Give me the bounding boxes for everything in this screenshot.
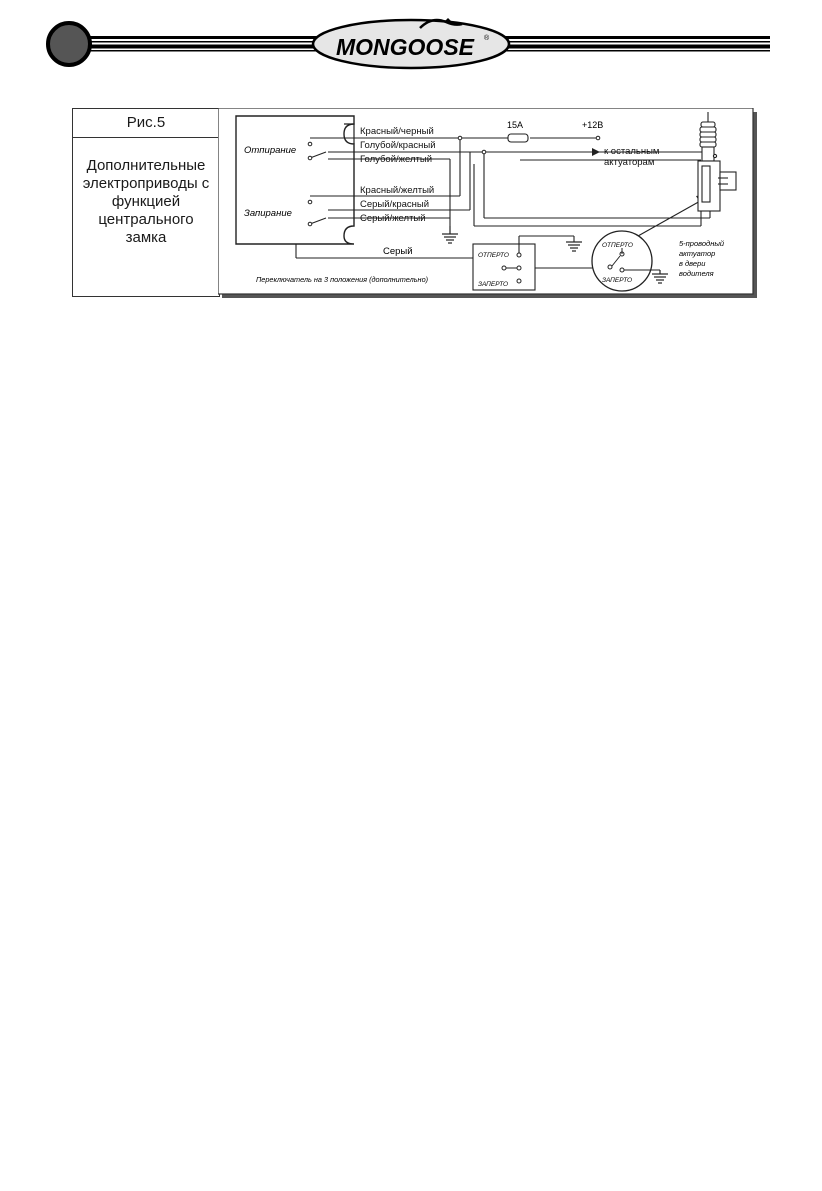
- actuator-label-locked: ЗАПЕРТО: [602, 277, 633, 284]
- to-others-line-2: актуаторам: [604, 157, 655, 168]
- label-unlock: Отпирание: [244, 145, 297, 156]
- figure-number: Рис.5: [73, 109, 219, 138]
- wire-label-red-yellow: Красный/желтый: [360, 185, 435, 196]
- power-label: +12В: [582, 120, 604, 130]
- wire-label-gray-yellow: Серый/желтый: [360, 213, 426, 224]
- actuator-note-3: в двери: [679, 259, 706, 268]
- three-position-switch: [473, 244, 535, 290]
- header-stripes-right: [500, 36, 770, 52]
- header-stripes-left: [90, 36, 322, 52]
- actuator-label-unlocked: ОТПЕРТО: [602, 242, 633, 249]
- wire-label-blue-yellow: Голубой/желтый: [360, 154, 433, 165]
- wire-label-gray: Серый: [383, 246, 413, 257]
- logo-text: MONGOOSE: [335, 34, 475, 60]
- fuse-label: 15А: [507, 120, 524, 130]
- to-others-line-1: к остальным: [604, 146, 660, 157]
- actuator-note-2: актуатор: [679, 249, 716, 258]
- actuator-note-4: водителя: [679, 269, 714, 278]
- registered-mark: ®: [484, 35, 490, 42]
- figure-5: [72, 108, 757, 298]
- fuse-symbol: [508, 134, 528, 142]
- wiring-diagram: [218, 108, 757, 298]
- figure-caption: Дополнительные электроприводы с функцией центрального замка: [82, 157, 210, 246]
- wire-label-red-black: Красный/черный: [360, 126, 434, 137]
- page-header: [0, 0, 822, 80]
- mongoose-logo: [313, 18, 509, 68]
- switch-note: Переключатель на 3 положения (дополнительно): [256, 275, 429, 284]
- label-lock: Запирание: [244, 208, 292, 219]
- page-marker-circle: [48, 23, 90, 65]
- wire-label-blue-red: Голубой/красный: [360, 140, 436, 151]
- wire-label-gray-red: Серый/красный: [360, 199, 430, 210]
- switch-label-locked: ЗАПЕРТО: [478, 281, 509, 288]
- switch-label-unlocked: ОТПЕРТО: [478, 252, 509, 259]
- figure-label-panel: [72, 108, 220, 297]
- control-unit-box: [236, 116, 354, 244]
- actuator-note-1: 5-проводный: [679, 239, 725, 248]
